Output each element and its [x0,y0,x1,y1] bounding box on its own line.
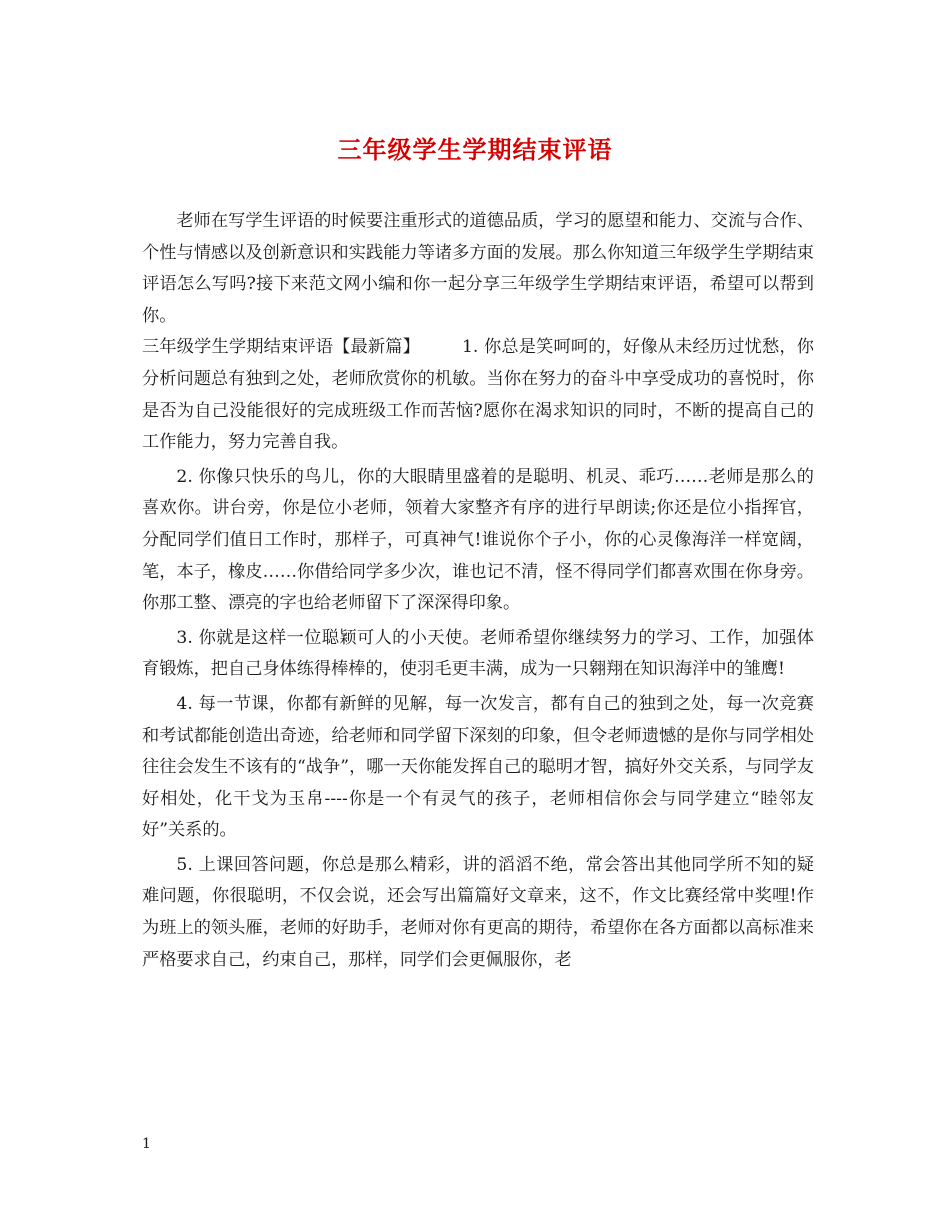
list-item: 4. 每一节课，你都有新鲜的见解，每一次发言，都有自己的独到之处，每一次竞赛和考试都能创造出奇迹，给老师和同学留下深刻的印象，但令老师遗憾的是你与同学相处往往会发生不该有的“战争”，哪一天你能发挥自己的聪明才智，搞好外交关系，与同学友好相处，化干戈为玉帛----你是一个有灵气的孩子，老师相信你会与同学建立“睦邻友好”关系的。 [142,693,814,841]
page-number: 1 [142,1136,151,1152]
section-heading: 三年级学生学期结束评语【最新篇】 [142,337,420,358]
document-title: 三年级学生学期结束评语 [337,135,613,164]
list-item: 3. 你就是这样一位聪颖可人的小天使。老师希望你继续努力的学习、工作，加强体育锻炼，把自己身体练得棒棒的，使羽毛更丰满，成为一只翱翔在知识海洋中的雏鹰! [142,627,814,680]
list-item: 5. 上课回答问题，你总是那么精彩，讲的滔滔不绝，常会答出其他同学所不知的疑难问题，你很聪明，不仅会说，还会写出篇篇好文章来，这不，作文比赛经常中奖哩!作为班上的领头雁，老师的好助手，老师对你有更高的期待，希望你在各方面都以高标准来严格要求自己，约束自己，那样，同学们会更佩服你，老 [142,854,814,970]
section-paragraph [142,332,814,458]
list-item: 2. 你像只快乐的鸟儿，你的大眼睛里盛着的是聪明、机灵、乖巧……老师是那么的喜欢你。讲台旁，你是位小老师，领着大家整齐有序的进行早朗读;你还是位小指挥官，分配同学们值日工作时，那样子，可真神气!谁说你个子小，你的心灵像海洋一样宽阔，笔，本子，橡皮……你借给同学多少次，谁也记不清，怪不得同学们都喜欢围在你身旁。你那工整、漂亮的字也给老师留下了深深得印象。 [142,466,814,614]
document-body [142,206,814,976]
intro-paragraph: 老师在写学生评语的时候要注重形式的道德品质，学习的愿望和能力、交流与合作、个性与情感以及创新意识和实践能力等诸多方面的发展。那么你知道三年级学生学期结束评语怎么写吗?接下来范文网小编和你一起分享三年级学生学期结束评语，希望可以帮到你。 [142,211,814,326]
list-item: 1. 你总是笑呵呵的，好像从未经历过忧愁，你分析问题总有独到之处，老师欣赏你的机敏。当你在努力的奋斗中享受成功的喜悦时，你是否为自己没能很好的完成班级工作而苦恼?愿你在渴求知识的同时，不断的提高自己的工作能力，努力完善自我。 [142,337,814,453]
